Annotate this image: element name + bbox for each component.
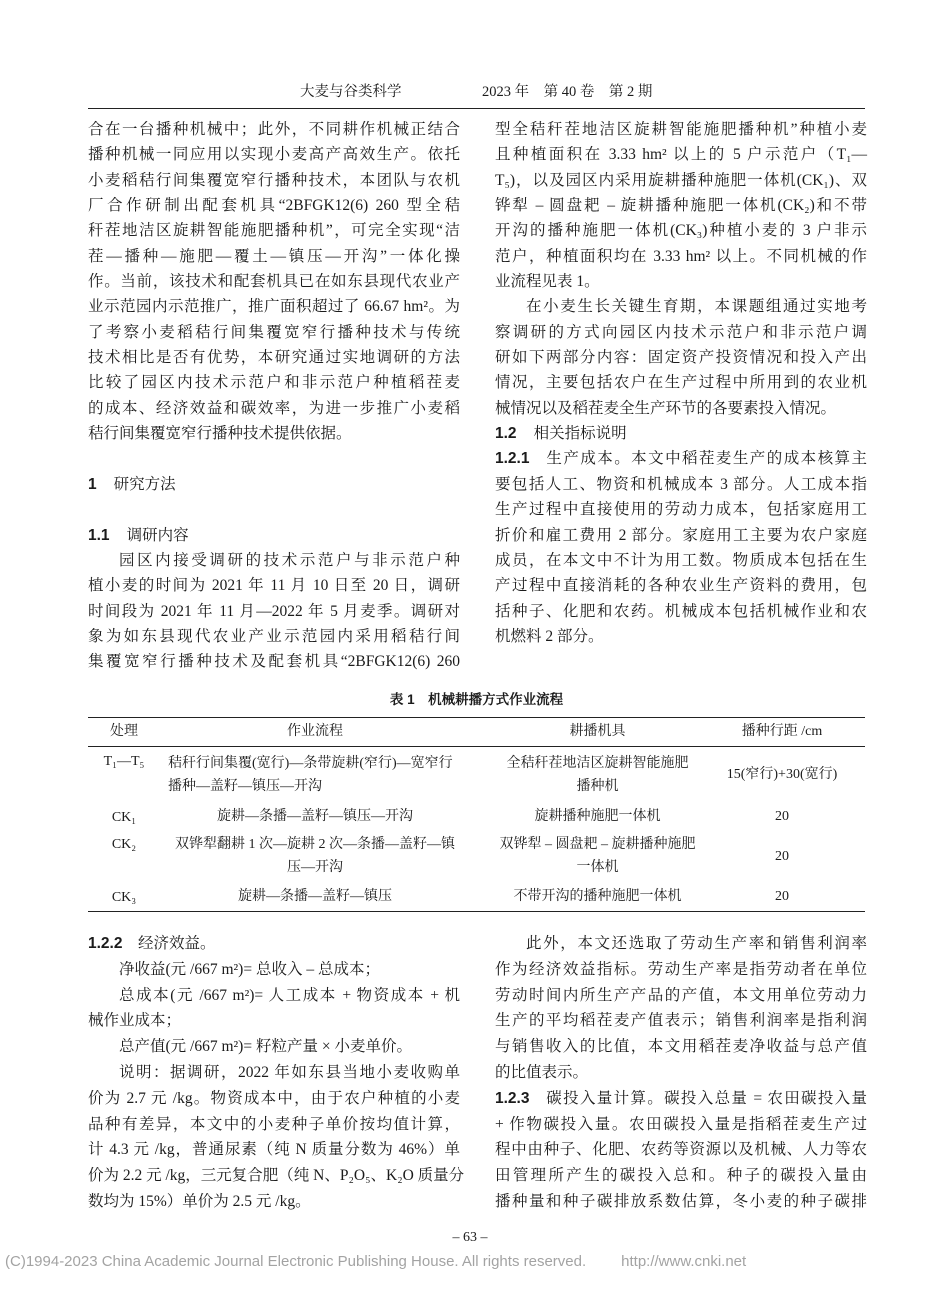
body-line: 成员，在本文中不计为用工数。物质成本包括在生 — [495, 551, 867, 569]
body-line: 比较了园区内技术示范户和非示范户种植稻茬麦 — [88, 374, 460, 392]
cell-row-spacing: 15(窄行)+30(宽行) — [726, 767, 838, 783]
body-line: 价为 2.2 元 /kg，三元复合肥（纯 N、P₂O₅、K₂O 质量分 — [88, 1167, 465, 1185]
subsubsection-number: 1.2.1 — [495, 450, 530, 468]
body-line: 合在一台播种机械中；此外，不同耕作机械正结合 — [88, 121, 460, 138]
body-line: 象为如东县现代农业产业示范园内采用稻秸行间 — [88, 627, 460, 645]
blank-line — [88, 497, 460, 522]
cell-machine — [470, 803, 725, 830]
table-row — [88, 883, 865, 912]
cell-line: 不带开沟的播种施肥一体机 — [513, 889, 682, 905]
body-line: 播种机械一同应用以实现小麦高产高效生产。依托 — [88, 146, 460, 164]
body-line: 生产的平均稻茬麦产值表示；销售利润率是指利润 — [495, 1012, 867, 1030]
body-line: 情况，主要包括农户在生产过程中所用到的农业机 — [495, 374, 867, 392]
formula-line: 总产值(元 /667 m²)= 籽粒产量 × 小麦单价。 — [119, 1038, 412, 1056]
body-line: 了考察小麦稻秸行间集覆宽窄行播种技术与传统 — [88, 323, 460, 341]
body-line: 程中由种子、化肥、农药等资源以及机械、人力等农 — [495, 1141, 867, 1159]
section-number: 1 — [88, 475, 97, 493]
body-line: 机燃料 2 部分。 — [495, 627, 604, 645]
issue-info: 2023 年 第 40 卷 第 2 期 — [482, 84, 653, 100]
header-rule — [88, 108, 865, 109]
body-line-with-heading — [495, 1086, 867, 1112]
copyright-text: (C)1994-2023 China Academic Journal Electronic Publishing House. All rights reserved. — [5, 1253, 587, 1270]
copyright-bar — [5, 1252, 940, 1272]
cell-machine — [470, 883, 725, 912]
body-line: 小麦稻秸行间集覆宽窄行播种技术，本团队与农机 — [88, 171, 460, 189]
cell-treatment: CK₂ — [111, 836, 137, 852]
body-line: 茬—播种—施肥—覆土—镇压—开沟”一体化操 — [88, 247, 460, 265]
body-line: 数均为 15%）单价为 2.5 元 /kg。 — [88, 1192, 311, 1210]
formula-line: 械作业成本； — [88, 1012, 182, 1030]
source-url: http://www.cnki.net — [621, 1253, 747, 1270]
body-line: 开沟的播种施肥一体机(CK₃)种植小麦的 3 户非示 — [495, 222, 867, 240]
column-header-row-spacing: 播种行距 /cm — [741, 724, 823, 739]
table-header-row — [88, 718, 865, 747]
cell-line: 旋耕—条播—盖籽—镇压—开沟 — [217, 808, 413, 824]
body-line: T₅)，以及园区内采用旋耕播种施肥一体机(CK₁)、双 — [495, 171, 867, 189]
column-header-treatment: 处理 — [110, 724, 138, 739]
cell-line: 旋耕播种施肥一体机 — [534, 808, 661, 824]
cell-row-spacing: 20 — [775, 889, 789, 905]
subsubsection-number: 1.2.2 — [88, 935, 123, 952]
body-line: 折价和雇工费用 2 部分。家庭用工主要为农户家庭 — [495, 526, 867, 544]
cell-process — [160, 803, 470, 830]
body-line: 田管理所产生的碳投入总和。种子的碳投入量由 — [495, 1167, 867, 1185]
cell-row-spacing: 20 — [775, 808, 789, 824]
blank-line — [88, 446, 460, 471]
body-line: 产过程中直接消耗的各种农业生产资料的费用，包 — [495, 577, 867, 595]
right-column-bottom — [495, 931, 867, 1215]
table-row — [88, 830, 865, 883]
body-line: 秆茬地洁区旋耕智能施肥播种机”，可完全实现“洁 — [88, 222, 460, 240]
body-line: 品种有差异，本文中的小麦种子单价按均值计算， — [88, 1115, 460, 1133]
cell-machine — [470, 747, 725, 803]
body-line: 秸行间集覆宽窄行播种技术提供依据。 — [88, 425, 352, 443]
body-line: 作。当前，该技术和配套机具已在如东县现代农业产 — [88, 273, 460, 291]
body-line: + 作物碳投入量。农田碳投入量是指稻茬麦生产过 — [495, 1115, 867, 1133]
body-line: 铧犁 – 圆盘耙 – 旋耕播种施肥一体机(CK₂)和不带 — [495, 197, 867, 215]
left-column-top — [88, 117, 460, 675]
body-line: 研如下两部分内容：固定资产投资情况和投入产出 — [495, 349, 867, 367]
body-line: 园区内接受调研的技术示范户与非示范户种 — [119, 551, 460, 569]
cell-line: 全秸秆茬地洁区旋耕智能施肥 — [506, 755, 689, 771]
body-line: 械情况以及稻茬麦全生产环节的各要素投入情况。 — [495, 399, 837, 417]
body-line: 要包括人工、物资和机械成本 3 部分。人工成本指 — [495, 475, 867, 493]
body-line: 的比值表示。 — [495, 1063, 589, 1081]
left-column-bottom — [88, 931, 465, 1215]
body-line: 业示范园内示范推广，推广面积超过了 66.67 hm²。为 — [88, 298, 460, 316]
body-line: 与销售收入的比值，本文用稻茬麦净收益与总产值 — [495, 1038, 867, 1056]
subsection-number: 1.1 — [88, 526, 110, 544]
table-1 — [88, 717, 865, 912]
body-line: 劳动时间内所生产产品的产值，本文用单位劳动力 — [495, 986, 867, 1004]
body-line: 作为经济效益指标。劳动生产率是指劳动者在单位 — [495, 960, 867, 978]
page-number: – 63 – — [452, 1230, 488, 1245]
subsection-title: 调研内容 — [126, 526, 189, 544]
cell-line: 一体机 — [576, 860, 619, 875]
body-line: 播种量和种子碳排放系数估算，冬小麦的种子碳排 — [495, 1192, 867, 1210]
body-line: 型全秸秆茬地洁区旋耕智能施肥播种机”种植小麦 — [495, 121, 867, 138]
table-caption: 表 1 机械耕播方式作业流程 — [389, 692, 564, 707]
body-line: 生产过程中直接使用的劳动力成本，包括家庭用工 — [495, 501, 867, 519]
cell-line: 播种机 — [576, 778, 619, 794]
column-header-process: 作业流程 — [287, 724, 343, 739]
body-line-with-heading — [495, 446, 867, 471]
body-line: 范户，种植面积均在 3.33 hm² 以上。不同机械的作 — [495, 247, 867, 265]
body-line: 植小麦的时间为 2021 年 11 月 10 日至 20 日，调研 — [88, 577, 460, 595]
cell-treatment: CK₃ — [111, 889, 137, 905]
cell-row-spacing: 20 — [775, 848, 789, 864]
subsection-heading — [495, 421, 867, 446]
body-line: 的成本、经济效益和碳效率，为进一步推广小麦稻 — [88, 399, 460, 417]
body-line: 此外，本文还选取了劳动生产率和销售利润率 — [526, 935, 867, 952]
body-line: 察调研的方式向园区内技术示范户和非示范户调 — [495, 323, 867, 341]
right-column-top — [495, 117, 867, 649]
body-line: 且种植面积在 3.33 hm² 以上的 5 户示范户（T₁— — [495, 146, 867, 164]
cell-process — [160, 830, 470, 883]
body-line-with-heading — [88, 931, 460, 957]
body-line: 括种子、化肥和农药。机械成本包括机械作业和农 — [495, 602, 867, 620]
body-line: 业流程见表 1。 — [495, 273, 600, 291]
cell-line: 双铧犁 – 圆盘耙 – 旋耕播种施肥 — [499, 837, 696, 852]
formula-line: 总成本(元 /667 m²)= 人工成本 + 物资成本 + 机 — [119, 986, 460, 1004]
journal-name: 大麦与谷类科学 — [300, 84, 402, 100]
subsubsection-title: 经济效益。 — [137, 935, 216, 952]
cell-machine — [470, 830, 725, 883]
subsubsection-number: 1.2.3 — [495, 1089, 530, 1107]
cell-line: 旋耕—条播—盖籽—镇压 — [238, 889, 392, 905]
section-heading — [88, 472, 460, 497]
body-line: 集覆宽窄行播种技术及配套机具“2BFGK12(6) 260 — [88, 653, 460, 671]
subsection-number: 1.2 — [495, 425, 517, 443]
column-header-machine: 耕播机具 — [569, 724, 626, 739]
table-row — [88, 747, 865, 803]
cell-line: 压—开沟 — [287, 860, 343, 875]
body-line: 价为 2.7 元 /kg。物资成本中，由于农户种植的小麦 — [88, 1089, 460, 1107]
subsection-title: 相关指标说明 — [533, 425, 627, 443]
table-row — [88, 803, 865, 830]
body-text: 碳投入量计算。碳投入总量 = 农田碳投入量 — [544, 1089, 867, 1107]
cell-line: 播种—盖籽—镇压—开沟 — [168, 778, 322, 794]
body-line: 厂合作研制出配套机具“2BFGK12(6) 260 型全秸 — [88, 197, 460, 215]
body-line: 技术相比是否有优势，本研究通过实地调研的方法 — [88, 349, 460, 367]
cell-process — [160, 883, 470, 912]
body-line: 说明：据调研，2022 年如东县当地小麦收购单 — [119, 1063, 460, 1081]
cell-line: 双铧犁翻耕 1 次—旋耕 2 次—条播—盖籽—镇 — [175, 837, 455, 852]
body-line: 时间段为 2021 年 11 月—2022 年 5 月麦季。调研对 — [88, 602, 460, 620]
formula-line: 净收益(元 /667 m²)= 总收入 – 总成本； — [119, 960, 380, 978]
body-line: 在小麦生长关键生育期，本课题组通过实地考 — [526, 298, 867, 316]
body-text: 生产成本。本文中稻茬麦生产的成本核算主 — [544, 450, 867, 468]
body-line: 计 4.3 元 /kg，普通尿素（纯 N 质量分数为 46%）单 — [88, 1141, 460, 1159]
cell-process — [160, 747, 470, 803]
cell-treatment: CK₁ — [111, 809, 137, 825]
cell-line: 秸秆行间集覆(宽行)—条带旋耕(窄行)—宽窄行 — [168, 755, 453, 771]
section-title: 研究方法 — [113, 475, 176, 493]
subsection-heading — [88, 523, 460, 548]
cell-treatment: T₁—T₅ — [103, 754, 145, 769]
